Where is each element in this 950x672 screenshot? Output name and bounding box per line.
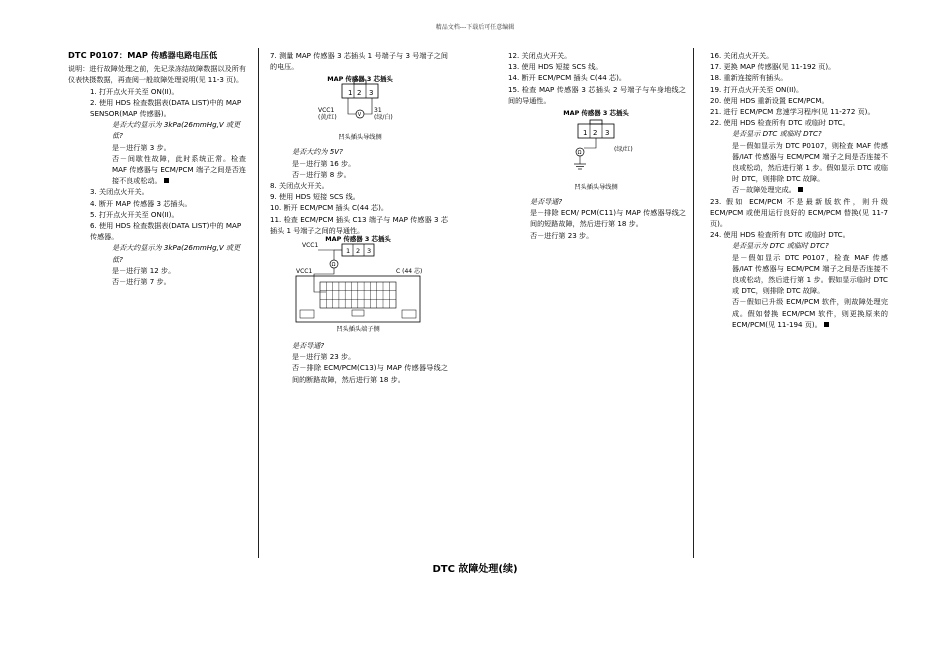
answer-no-2 [112,153,246,187]
connector-diagram-1 [270,74,448,144]
diagram-2-caption: 凹头插头端子侧 [336,326,380,334]
connector-2-graphic [270,238,448,338]
question-7: 是否大约为 5V? [292,147,343,157]
step-22: 22. 使用 HDS 检查所有 DTC 或临时 DTC。 [710,118,850,128]
column-divider-2 [693,48,694,558]
step-17: 17. 更换 MAP 传感器(见 11-192 页)。 [710,62,836,72]
diagram-1-left-label: VCC1 (黄/红) [318,107,337,122]
step-11: 11. 检查 ECM/PCM 插头 C13 端子与 MAP 传感器 3 芯插头 1 号端子之间的导通性。 [270,214,448,235]
header-note: 精品文档---下载后可任意编辑 [435,24,515,31]
pin-1-label: 1 [348,89,353,98]
answer-yes-11: 是－进行第 23 步。 [292,352,356,362]
answer-no-22-text: 否－故障处理完成。 [732,185,796,195]
column-2 [270,50,448,385]
diagram-2-right-label: C (44 芯) [396,268,423,276]
column-3 [508,50,686,241]
answer-yes-2: 是－进行第 3 步。 [112,142,171,152]
answer-yes-15: 是－排除 ECM/ PCM(C11)与 MAP 传感器导线之间的短路故障，然后进行第 18 步。 [530,208,686,229]
diagram-2-top-label: VCC1 [302,242,319,250]
step-5: 5. 打开点火开关至 ON(II)。 [90,209,179,219]
pin-3-label: 3 [369,89,374,98]
step-8: 8. 关闭点火开关。 [270,181,329,191]
question-24: 是否显示为 DTC 或临时 DTC? [732,241,829,251]
end-mark-icon [824,322,829,327]
diagram-3-title: MAP 传感器 3 芯插头 [563,109,629,118]
step-9: 9. 使用 HDS 短接 SCS 线。 [270,192,360,202]
question-6: 是否大约显示为 3kPa(26mmHg,V 或更低? [112,243,241,264]
step-15: 15. 检查 MAP 传感器 3 芯插头 2 号端子与车身地线之间的导通性。 [508,84,686,105]
intro-text: 说明：进行故障处理之前，先记录冻结故障数据以及所有仪表快摄数据，再查阅一般故障处理说明(见 11-3 页)。 [68,64,246,85]
svg-text:1: 1 [346,247,351,256]
svg-text:3: 3 [605,129,610,138]
diagram-1-right-label: 31 (绿/白) [374,107,393,122]
answer-no-24-text: 否－假如已升级 ECM/PCM 软件，则故障处理完成。假如替换 ECM/PCM 软件，则更换原来的 ECM/PCM(见 11-194 页)。 [732,297,888,329]
svg-text:Ω: Ω [331,262,336,269]
svg-text:2: 2 [593,129,598,138]
question-15: 是否导通? [530,197,563,207]
diagram-3-right-label: (绿/红) [614,146,633,154]
step-10: 10. 断开 ECM/PCM 插头 C(44 芯)。 [270,203,388,213]
connector-diagram-3 [508,108,686,194]
svg-text:3: 3 [367,247,372,256]
diagram-2-left-label: VCC1 [296,268,313,276]
step-18: 18. 重新连接所有插头。 [710,73,788,83]
end-mark-icon [798,187,803,192]
step-1: 1. 打开点火开关至 ON(II)。 [90,86,179,96]
step-12: 12. 关闭点火开关。 [508,51,572,60]
footer-title: DTC 故障处理(续) [432,564,518,575]
question-22: 是否显示 DTC 或临时 DTC? [732,129,822,139]
column-1 [68,50,246,287]
pin-2-label: 2 [357,89,362,98]
connector-diagram-2 [270,235,448,338]
step-24: 24. 使用 HDS 检查所有 DTC 或临时 DTC。 [710,230,850,240]
diagram-1-caption: 凹头插头导线侧 [338,134,382,142]
answer-yes-22: 是－假如显示为 DTC P0107，则检查 MAF 传感器/IAT 传感器与 ECM/PCM 端子之间是否连接不良或松动，然后进行第 1 步。假如显示 DTC 或临时 DTC，则排除 DTC 故障。 [732,140,888,184]
step-2: 2. 使用 HDS 检查数据表(DATA LIST)中的 MAP SENSOR(MAP 传感器)。 [90,97,242,119]
answer-yes-24: 是－假如显示 DTC P0107，检查 MAF 传感器/IAT 传感器与 ECM/PCM 端子之间是否连接不良或松动，然后进行第 1 步。假如显示临时 DTC 或 DTC，则排除 DTC 故障。 [732,252,888,296]
step-6: 6. 使用 HDS 检查数据表(DATA LIST)中的 MAP 传感器。 [90,221,242,242]
answer-no-6: 否－进行第 7 步。 [112,277,171,287]
answer-no-22 [732,184,888,195]
answer-no-7: 否－进行第 8 步。 [292,169,351,179]
diagram-3-caption: 凹头插头导线侧 [574,184,618,192]
step-13: 13. 使用 HDS 短接 SCS 线。 [508,62,603,72]
step-7: 7. 测量 MAP 传感器 3 芯插头 1 号端子与 3 号端子之间的电压。 [270,51,448,72]
answer-no-15: 否－进行第 23 步。 [530,230,594,240]
answer-yes-7: 是－进行第 16 步。 [292,158,356,168]
answer-no-11: 否－排除 ECM/PCM(C13)与 MAP 传感器导线之间的断路故障，然后进行第 18 步。 [292,363,448,384]
diagram-2-title: MAP 传感器 3 芯插头 [325,235,391,244]
svg-text:V: V [357,112,362,119]
step-14: 14. 断开 ECM/PCM 插头 C(44 芯)。 [508,73,626,83]
step-21: 21. 进行 ECM/PCM 怠速学习程序(见 11-272 页)。 [710,107,875,117]
step-3: 3. 关闭点火开关。 [90,187,149,197]
answer-yes-6: 是－进行第 12 步。 [112,265,176,275]
step-4: 4. 断开 MAP 传感器 3 芯插头。 [90,198,192,208]
page-title: DTC P0107：MAP 传感器电路电压低 [68,50,218,60]
answer-no-24 [732,296,888,330]
column-divider-1 [258,48,259,558]
step-20: 20. 使用 HDS 重新设置 ECM/PCM。 [710,95,829,105]
end-mark-icon [164,178,169,183]
step-19: 19. 打开点火开关至 ON(II)。 [710,84,804,94]
svg-text:1: 1 [583,129,588,138]
column-4 [710,50,888,330]
question-2: 是否大约显示为 3kPa(26mmHg,V 或更低? [112,120,241,141]
svg-text:Ω: Ω [577,150,582,157]
step-16: 16. 关闭点火开关。 [710,51,774,60]
diagram-1-title: MAP 传感器 3 芯插头 [327,75,393,84]
step-23: 23. 假如 ECM/PCM 不是最新版软件，则升级 ECM/PCM 或使用运行良好的 ECM/PCM 替换(见 11-7 页)。 [710,196,888,229]
svg-text:2: 2 [356,247,361,256]
answer-no-2-text: 否－间歇性故障，此时系统正常。检查 MAF 传感器与 ECM/PCM 端子之间是否连接不良或松动。 [112,153,246,186]
question-11: 是否导通? [292,341,325,351]
